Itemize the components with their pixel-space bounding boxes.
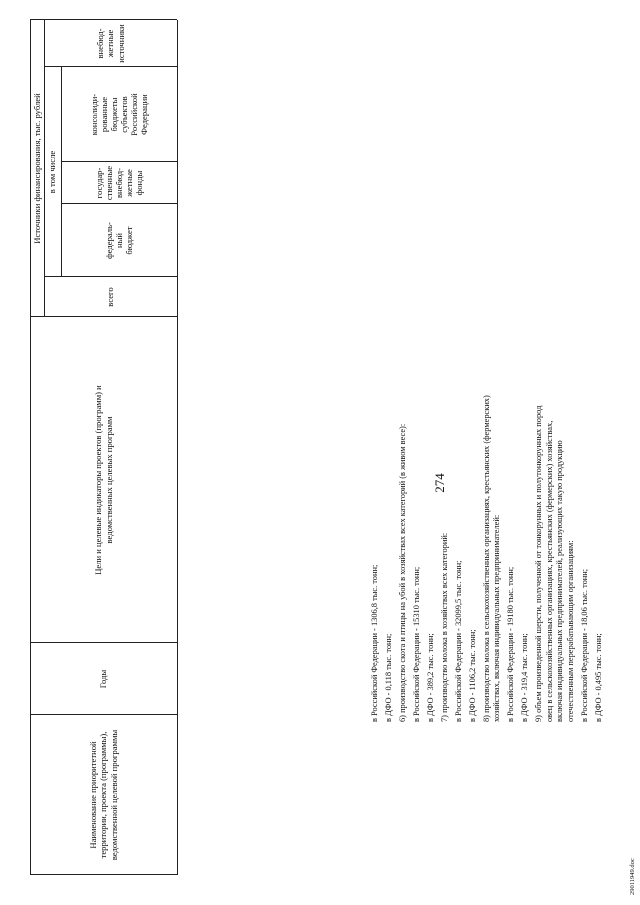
header-offbudget-cell [44,20,177,67]
header-goals-cell [30,317,177,643]
document-code: 29011949.doc [629,858,636,895]
indicator-line: в Российской Федерации - 32099,5 тыс. тонн; [453,560,463,722]
header-sources-group-label: Источники финансирования, тыс. рублей [31,93,42,244]
table-bottom-border [177,20,178,875]
page-number: 274 [432,473,447,493]
indicator-line: в ДФО - 0,495 тыс. тонн; [593,633,603,722]
indicator-line: в ДФО - 0,118 тыс. тонн; [383,633,393,722]
header-years-label: Годы [98,669,109,689]
header-federal-label: федераль- ный бюджет [103,222,135,259]
indicator-line: в Российской Федерации - 18,06 тыс. тонн; [579,568,589,722]
header-total-label: всего [105,287,116,307]
indicators-text-block [370,392,608,722]
indicator-line: в ДФО - 1106,2 тыс. тонн; [467,629,477,722]
indicator-line: 9) объем произведенной шерсти, полученной от тонкорунных и полутонкорунных пород овец в сельскохозяйственных организациях, крестьянских (фермерских) хозяйствах, включая индивидуальных предпринимателей, реализующих такую продукцию отечественным перерабатывающим организациям: [534,405,575,722]
indicator-line: в Российской Федерации - 19180 тыс. тонн; [506,566,516,722]
header-name-cell [30,715,177,875]
indicator-line: в Российской Федерации - 1306,8 тыс. тонн; [370,564,379,722]
header-consolidated-cell [61,67,177,162]
header-name-label: Наименование приоритетной территории, проекта (программы), ведомственной целевой программы [88,729,119,861]
header-offbudget-label: внебюд- жетные источники [95,24,126,63]
header-state-funds-label: государ- ственные внебюд- жетные фонды [93,165,145,201]
header-state-funds-cell [61,162,177,204]
header-total-cell [44,277,177,317]
indicator-line: 7) производство молока в хозяйствах всех категорий: [439,532,449,722]
header-federal-cell [61,204,177,277]
header-years-cell [30,643,177,715]
header-consolidated-label: консолиди- рованные бюджеты субъектов Российской Федерации [88,93,150,136]
indicator-line: 6) производство скота и птицы на убой в хозяйствах всех категорий (в живом весе): [397,423,407,722]
indicator-line: в Российской Федерации - 15310 тыс. тонн; [411,566,421,722]
header-incl-group-cell [44,67,61,277]
header-incl-group-label: в том числе [47,150,58,194]
indicator-line: 8) производство молока в сельскохозяйственных организациях, крестьянских (фермерских) хозяйствах, включая индивидуальных предпринимателей: [481,395,502,722]
indicator-line: в ДФО - 319,4 тыс. тонн; [520,633,530,722]
header-sources-group-cell [30,20,44,317]
header-goals-label: Цели и целевые индикаторы проектов (программ) и ведомственных целевых программ [93,385,114,575]
indicator-line: в ДФО - 389,2 тыс. тонн; [425,633,435,722]
